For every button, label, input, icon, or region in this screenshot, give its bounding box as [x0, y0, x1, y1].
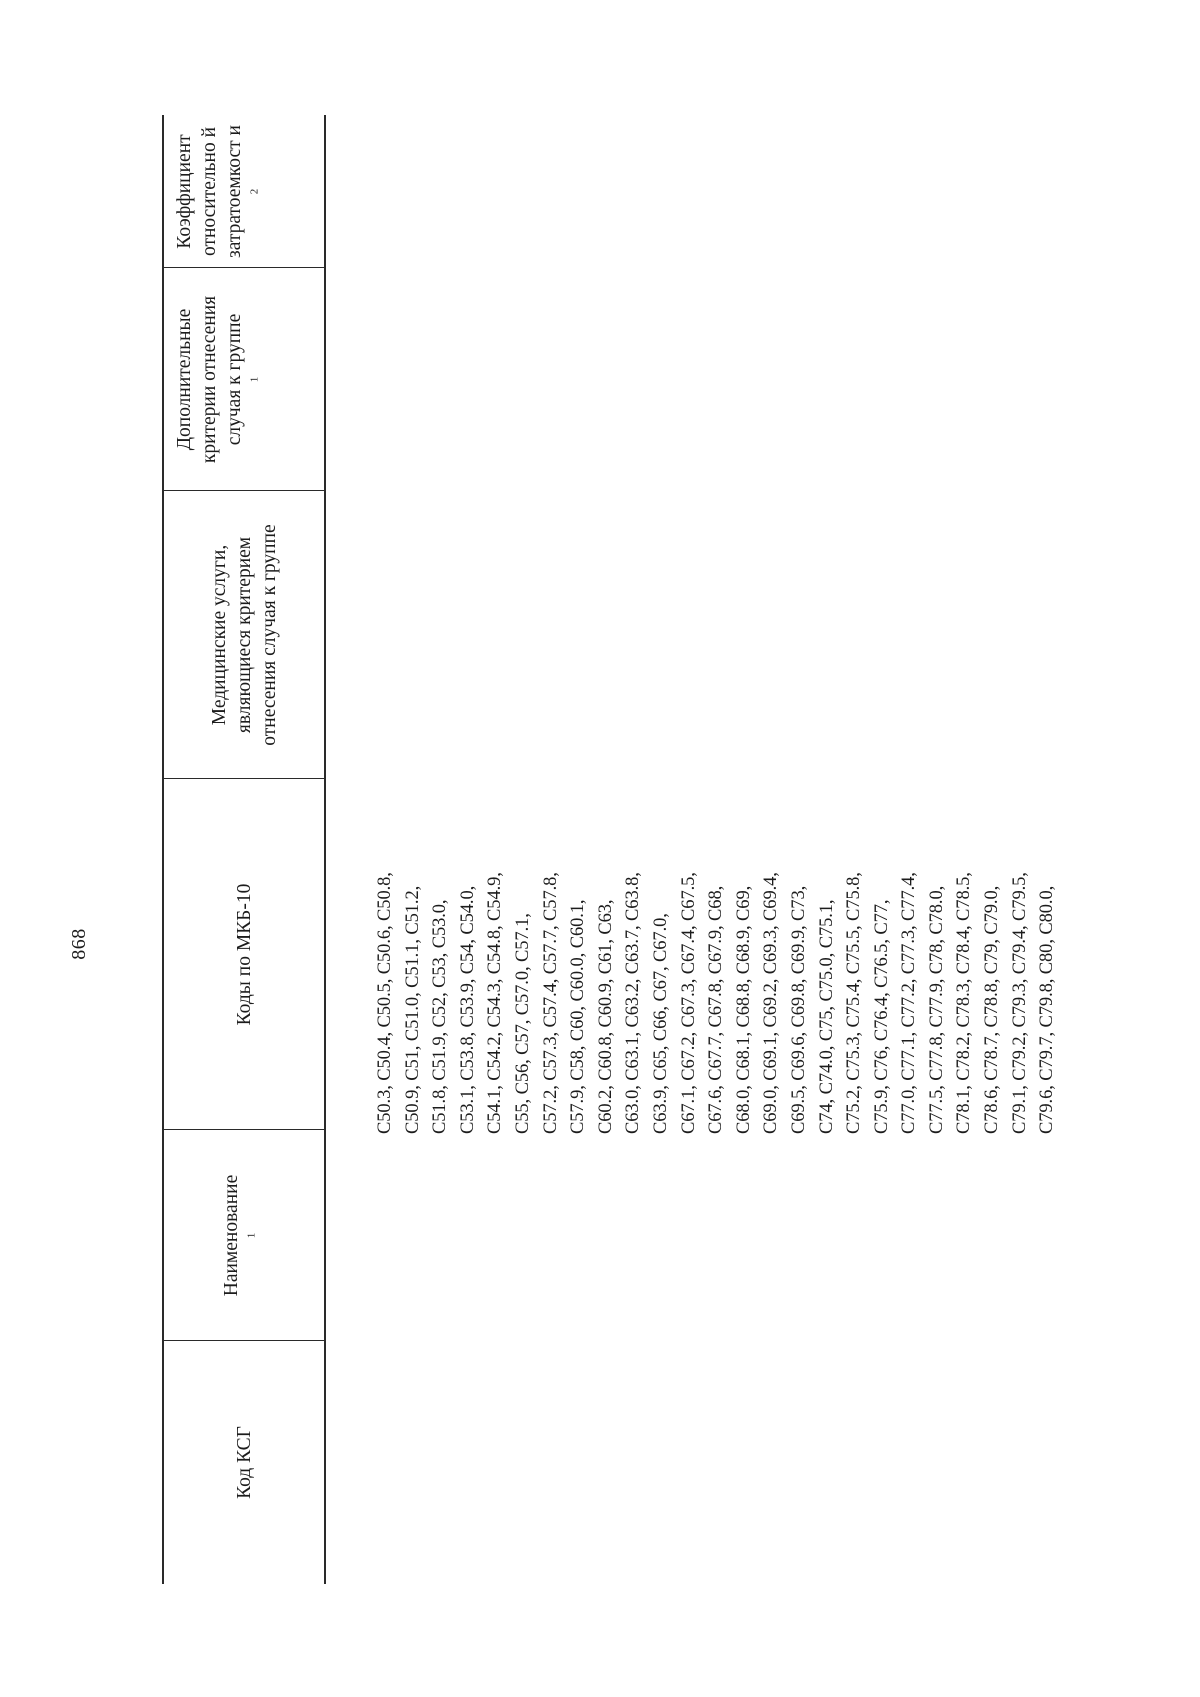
- header-ksg-code: Код КСГ: [233, 1426, 255, 1499]
- list-item: C78.6, C78.7, C78.8, C79, C79.0,: [982, 885, 1003, 1134]
- header-medical-services: Медицинские услуги, являющиеся критерием отнесения случая к группе: [208, 524, 280, 746]
- list-item: C67.1, C67.2, C67.3, C67.4, C67.5,: [678, 872, 699, 1134]
- list-item: C51.8, C51.9, C52, C53, C53.0,: [430, 899, 451, 1134]
- list-item: C63.0, C63.1, C63.2, C63.7, C63.8,: [623, 872, 644, 1134]
- list-item: C63.9, C65, C66, C67, C67.0,: [650, 913, 671, 1134]
- list-item: C69.0, C69.1, C69.2, C69.3, C69.4,: [761, 872, 782, 1134]
- list-item: C68.0, C68.1, C68.8, C68.9, C69,: [733, 885, 754, 1134]
- list-item: C79.6, C79.7, C79.8, C80, C80.0,: [1037, 885, 1058, 1134]
- list-item: C79.1, C79.2, C79.3, C79.4, C79.5,: [1009, 872, 1030, 1134]
- icd10-code-list: [372, 872, 1062, 1134]
- list-item: C53.1, C53.8, C53.9, C54, C54.0,: [457, 885, 478, 1134]
- list-item: C57.9, C58, C60, C60.0, C60.1,: [568, 899, 589, 1134]
- list-item: C57.2, C57.3, C57.4, C57.7, C57.8,: [540, 872, 561, 1134]
- header-name: Наименование $^1$: [221, 1174, 258, 1297]
- header-icd10-codes: Коды по МКБ-10: [233, 883, 255, 1026]
- list-item: C60.2, C60.8, C60.9, C61, C63,: [595, 899, 616, 1134]
- list-item: C54.1, C54.2, C54.3, C54.8, C54.9,: [485, 872, 506, 1134]
- list-item: C77.0, C77.1, C77.2, C77.3, C77.4,: [899, 872, 920, 1134]
- list-item: C50.3, C50.4, C50.5, C50.6, C50.8,: [375, 872, 395, 1134]
- list-item: C69.5, C69.6, C69.8, C69.9, C73,: [788, 885, 809, 1134]
- list-item: C55, C56, C57, C57.0, C57.1,: [512, 913, 533, 1134]
- list-item: C67.6, C67.7, C67.8, C67.9, C68,: [706, 885, 727, 1134]
- list-item: C75.2, C75.3, C75.4, C75.5, C75.8,: [844, 872, 865, 1134]
- list-item: C78.1, C78.2, C78.3, C78.4, C78.5,: [954, 872, 975, 1134]
- list-item: C77.5, C77.8, C77.9, C78, C78.0,: [926, 885, 947, 1134]
- list-item: C74, C74.0, C75, C75.0, C75.1,: [816, 899, 837, 1134]
- list-item: C50.9, C51, C51.0, C51.1, C51.2,: [402, 885, 423, 1134]
- header-cost-coefficient: Коэффициент относительно й затратоемкост и $^2$: [174, 125, 261, 258]
- list-item: C75.9, C76, C76.4, C76.5, C77,: [871, 899, 892, 1134]
- page-number: 868: [68, 928, 90, 960]
- header-additional-criteria: Дополнительные критерии отнесения случая к группе $^1$: [174, 295, 261, 464]
- rotated-page: [68, 115, 1200, 1584]
